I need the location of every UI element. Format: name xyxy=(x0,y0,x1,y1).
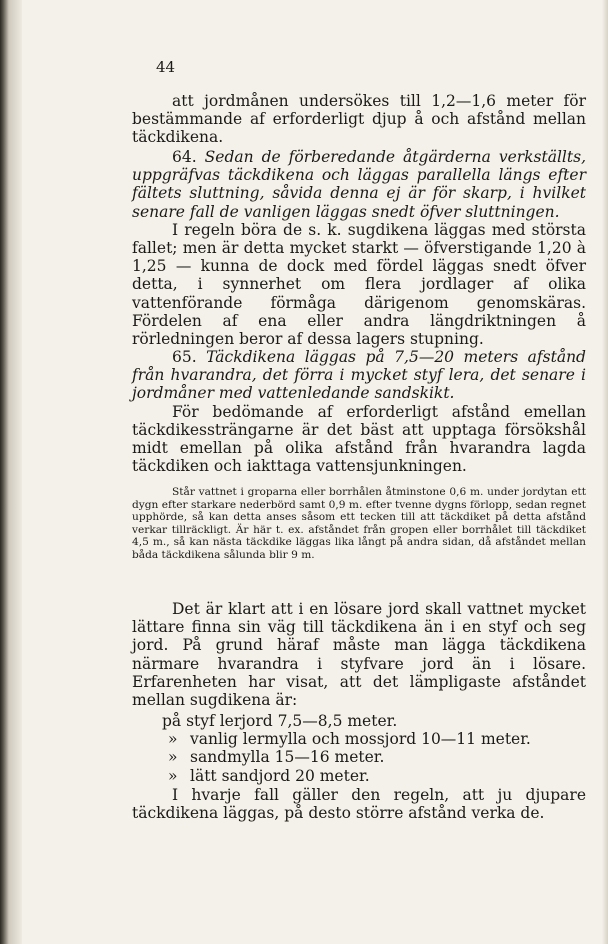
ditto-mark: » xyxy=(168,730,178,749)
ditto-mark: » xyxy=(168,748,178,767)
list-item-text: sandmylla 15—16 meter. xyxy=(190,748,385,767)
list-item xyxy=(132,712,586,730)
list-item xyxy=(132,767,586,785)
continuation-paragraph xyxy=(132,92,586,147)
section-65-heading-text: Täckdikena läggas på 7,5—20 meters afstånd från hvarandra, det förra i mycket styf lera, det senare i jordmåner med vattenledande sandskikt. xyxy=(132,348,586,403)
section-65-heading xyxy=(132,348,586,403)
note-text: Står vattnet i groparna eller borrhålen åtminstone 0,6 m. under jordytan ett dygn efter starkare nederbörd samt 0,9 m. efter tvenne dygns förlopp, sedan regnet upphörde, så kan detta anses såsom ett tecken till att täckdiket på detta afstånd verkar tillräckligt. Är här t. ex. afståndet från gropen eller borrhålet till täckdiket 4,5 m., så kan nästa täckdike läggas lika långt på andra sidan, då afståndet mellan båda täckdikena sålunda blir 9 m. xyxy=(132,486,586,561)
closing-text: I hvarje fall gäller den regeln, att ju djupare täckdikena läggas, på desto större afstånd verka de. xyxy=(132,786,586,823)
section-64-heading-text: Sedan de förberedande åtgärderna verkställts, uppgräfvas täckdikena och läggas parallella längs efter fältets sluttning, såvida denna ej är för skarp, i hvilket senare fall de vanligen läggas snedt öfver sluttningen. xyxy=(132,148,586,221)
paragraph-spacing xyxy=(132,600,586,709)
section-65-body: För bedömande af erforderligt afstånd emellan täckdikessträngarne är det bäst att upptaga försökshål midt emellan på olika afstånd från hvarandra lagda täckdiken och iakttaga vattensjunkningen. xyxy=(132,402,586,476)
section-64-body: I regeln böra de s. k. sugdikena läggas med största fallet; men är detta mycket starkt — öfverstigande 1,20 à 1,25 — kunna de dock med fördel läggas snedt öfver detta, i synnerhet om flera jordlager af olika vattenförande förmåga därigenom genomskäras. Fördelen af ena eller andra längdriktningen å rörledningen beror af dessa lagers stupning. xyxy=(132,220,586,349)
list-item-text: på styf lerjord 7,5—8,5 meter. xyxy=(162,712,398,730)
paragraph-spacing-text: Det är klart att i en lösare jord skall vattnet mycket lättare finna sin väg till täckdikena än i en styf och seg jord. På grund häraf måste man lägga täckdikena närmare hvarandra i styfvare jord än i lösare. Erfarenheten har visat, att det lämpligaste afståndet mellan sugdikena är: xyxy=(132,600,586,710)
list-item xyxy=(132,748,586,766)
section-64-number: 64. xyxy=(172,148,197,166)
list-item-text: lätt sandjord 20 meter. xyxy=(190,766,370,785)
page-binding-edge xyxy=(0,0,22,944)
small-print-note xyxy=(132,486,586,562)
closing-paragraph xyxy=(132,786,586,822)
continuation-text: att jordmånen undersökes till 1,2—1,6 meter för bestämmande af erforderligt djup å och afstånd mellan täckdikena. xyxy=(132,92,586,147)
section-65-number: 65. xyxy=(172,348,197,366)
list-item-text: vanlig lermylla och mossjord 10—11 meter. xyxy=(190,730,531,749)
section-65 xyxy=(132,348,586,475)
page-right-edge xyxy=(602,0,608,944)
section-64 xyxy=(132,148,586,348)
list-item xyxy=(132,730,586,748)
ditto-mark: » xyxy=(168,766,178,785)
section-64-heading xyxy=(132,148,586,221)
spacing-list xyxy=(132,712,586,785)
page-number: 44 xyxy=(156,58,176,76)
